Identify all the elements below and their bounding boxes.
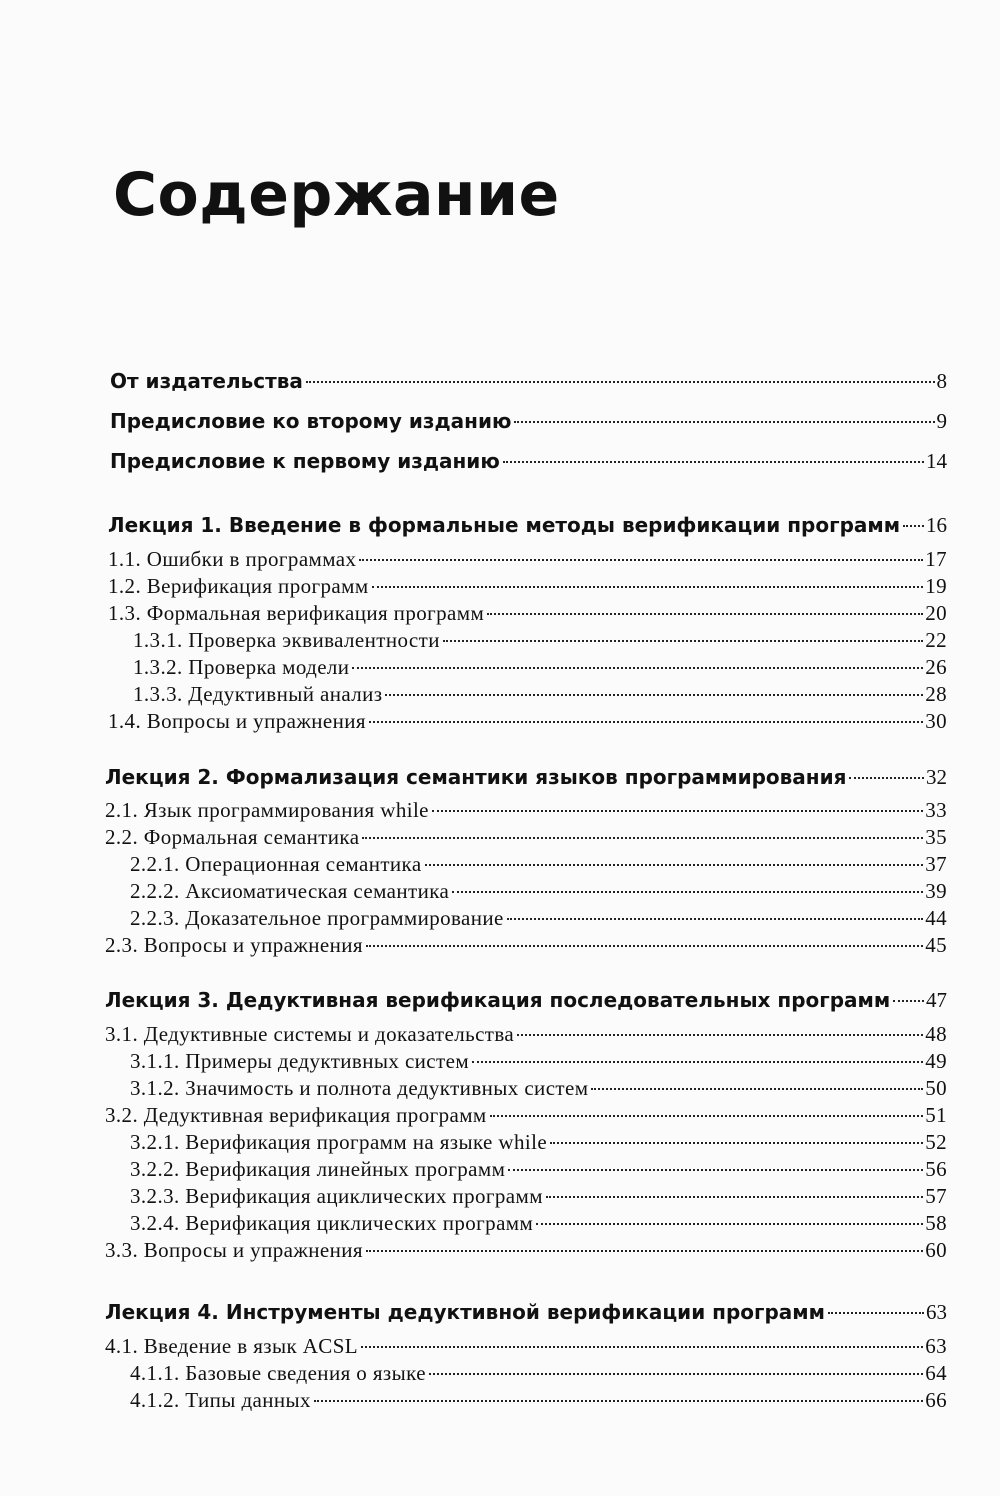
toc-entry-title: 1.3.2. Проверка модели: [133, 655, 350, 679]
toc-entry-page: 66: [925, 1388, 947, 1412]
toc-section-3-3[interactable]: [105, 1238, 947, 1263]
toc-entry-title: Предисловие ко второму изданию: [110, 409, 512, 433]
toc-lecture-1[interactable]: [108, 513, 947, 538]
toc-entry-title: 2.2.2. Аксиоматическая семантика: [130, 879, 450, 903]
toc-lecture-4[interactable]: [105, 1300, 947, 1325]
toc-entry-page: 44: [925, 906, 947, 930]
toc-entry-page: 16: [926, 513, 947, 537]
toc-entry-title: 1.3.3. Дедуктивный анализ: [133, 682, 383, 706]
leader-dots: [893, 1000, 924, 1002]
toc-entry-page: 37: [925, 852, 947, 876]
toc-entry-page: 33: [925, 798, 947, 822]
toc-entry-page: 56: [925, 1157, 947, 1181]
toc-entry-title: 1.4. Вопросы и упражнения: [108, 709, 366, 733]
toc-subsection-3-1-2[interactable]: [130, 1076, 947, 1101]
toc-entry-title: Лекция 3. Дедуктивная верификация последовательных программ: [105, 988, 891, 1012]
toc-entry-title: 3.2.3. Верификация ациклических программ: [130, 1184, 543, 1208]
toc-subsection-3-2-4[interactable]: [130, 1211, 947, 1236]
leader-dots: [452, 891, 923, 893]
toc-entry-title: 1.3.1. Проверка эквивалентности: [133, 628, 440, 652]
leader-dots: [487, 613, 923, 615]
toc-entry-title: 3.2.4. Верификация циклических программ: [130, 1211, 534, 1235]
toc-entry-title: 2.1. Язык программирования while: [105, 798, 429, 822]
toc-section-2-1[interactable]: [105, 798, 947, 823]
leader-dots: [366, 945, 923, 947]
toc-entry-title: 4.1.2. Типы данных: [130, 1388, 311, 1412]
toc-lecture-3[interactable]: [105, 988, 947, 1013]
toc-entry-preface-1[interactable]: [110, 449, 947, 474]
toc-entry-page: 32: [926, 765, 947, 789]
toc-entry-page: 35: [925, 825, 947, 849]
toc-section-1-2[interactable]: [108, 574, 947, 599]
toc-entry-title: Предисловие к первому изданию: [110, 449, 500, 473]
toc-subsection-2-2-2[interactable]: [130, 879, 947, 904]
toc-entry-page: 26: [925, 655, 947, 679]
toc-entry-page: 63: [925, 1334, 947, 1358]
leader-dots: [472, 1061, 923, 1063]
leader-dots: [490, 1115, 924, 1117]
toc-section-2-3[interactable]: [105, 933, 947, 958]
toc-section-1-4[interactable]: [108, 709, 947, 734]
toc-entry-page: 57: [925, 1184, 947, 1208]
toc-entry-page: 20: [925, 601, 947, 625]
leader-dots: [366, 1250, 923, 1252]
toc-entry-title: 3.2. Дедуктивная верификация программ: [105, 1103, 487, 1127]
toc-subsection-3-2-3[interactable]: [130, 1184, 947, 1209]
leader-dots: [849, 777, 924, 779]
toc-entry-page: 50: [925, 1076, 947, 1100]
toc-entry-title: 2.3. Вопросы и упражнения: [105, 933, 363, 957]
leader-dots: [314, 1400, 923, 1402]
leader-dots: [306, 381, 935, 383]
leader-dots: [361, 1346, 923, 1348]
toc-entry-title: 3.1. Дедуктивные системы и доказательства: [105, 1022, 515, 1046]
toc-entry-title: 3.2.2. Верификация линейных программ: [130, 1157, 506, 1181]
toc-entry-title: 3.2.1. Верификация программ на языке while: [130, 1130, 548, 1154]
toc-subsection-3-2-1[interactable]: [130, 1130, 947, 1155]
toc-subsection-2-2-3[interactable]: [130, 906, 947, 931]
toc-section-2-2[interactable]: [105, 825, 947, 850]
toc-entry-title: От издательства: [110, 369, 303, 393]
toc-entry-title: Лекция 4. Инструменты дедуктивной верификации программ: [105, 1300, 825, 1324]
toc-section-3-2[interactable]: [105, 1103, 947, 1128]
leader-dots: [385, 694, 923, 696]
leader-dots: [503, 461, 924, 463]
page-title: Содержание: [113, 160, 560, 230]
toc-entry-title: 3.1.1. Примеры дедуктивных систем: [130, 1049, 470, 1073]
toc-entry-title: 2.2. Формальная семантика: [105, 825, 360, 849]
toc-entry-page: 19: [925, 574, 947, 598]
toc-entry-title: 4.1. Введение в язык ACSL: [105, 1334, 359, 1358]
toc-entry-title: Лекция 2. Формализация семантики языков программирования: [105, 765, 847, 789]
leader-dots: [369, 721, 923, 723]
leader-dots: [517, 1034, 923, 1036]
toc-subsection-1-3-2[interactable]: [133, 655, 947, 680]
toc-entry-title: 3.3. Вопросы и упражнения: [105, 1238, 363, 1262]
leader-dots: [546, 1196, 923, 1198]
leader-dots: [425, 864, 924, 866]
toc-entry-page: 58: [925, 1211, 947, 1235]
toc-entry-page: 17: [925, 547, 947, 571]
leader-dots: [443, 640, 923, 642]
toc-entry-page: 63: [926, 1300, 947, 1324]
toc-entry-title: 3.1.2. Значимость и полнота дедуктивных систем: [130, 1076, 589, 1100]
toc-entry-publisher[interactable]: [110, 369, 947, 394]
toc-entry-page: 30: [925, 709, 947, 733]
leader-dots: [432, 810, 923, 812]
leader-dots: [514, 421, 934, 423]
leader-dots: [359, 559, 923, 561]
toc-subsection-3-2-2[interactable]: [130, 1157, 947, 1182]
toc-subsection-2-2-1[interactable]: [130, 852, 947, 877]
toc-entry-page: 8: [936, 369, 947, 393]
toc-entry-page: 52: [925, 1130, 947, 1154]
leader-dots: [508, 1169, 923, 1171]
toc-entry-page: 51: [925, 1103, 947, 1127]
toc-entry-title: 1.3. Формальная верификация программ: [108, 601, 485, 625]
leader-dots: [536, 1223, 923, 1225]
leader-dots: [828, 1312, 924, 1314]
toc-entry-title: 2.2.3. Доказательное программирование: [130, 906, 504, 930]
leader-dots: [591, 1088, 923, 1090]
toc-entry-title: 1.1. Ошибки в программах: [108, 547, 357, 571]
toc-section-1-1[interactable]: [108, 547, 947, 572]
toc-entry-title: 2.2.1. Операционная семантика: [130, 852, 422, 876]
toc-section-4-1[interactable]: [105, 1334, 947, 1359]
toc-lecture-2[interactable]: [105, 765, 947, 790]
toc-entry-page: 14: [926, 449, 947, 473]
toc-subsection-1-3-1[interactable]: [133, 628, 947, 653]
leader-dots: [550, 1142, 923, 1144]
toc-entry-page: 48: [925, 1022, 947, 1046]
toc-subsection-4-1-1[interactable]: [130, 1361, 947, 1386]
leader-dots: [362, 837, 923, 839]
toc-entry-page: 47: [926, 988, 947, 1012]
toc-entry-page: 28: [925, 682, 947, 706]
toc-subsection-4-1-2[interactable]: [130, 1388, 947, 1413]
toc-section-1-3[interactable]: [108, 601, 947, 626]
toc-entry-title: Лекция 1. Введение в формальные методы верификации программ: [108, 513, 901, 537]
leader-dots: [352, 667, 923, 669]
toc-entry-page: 64: [925, 1361, 947, 1385]
toc-entry-title: 1.2. Верификация программ: [108, 574, 369, 598]
toc-entry-page: 39: [925, 879, 947, 903]
toc-entry-page: 60: [925, 1238, 947, 1262]
toc-section-3-1[interactable]: [105, 1022, 947, 1047]
toc-subsection-1-3-3[interactable]: [133, 682, 947, 707]
leader-dots: [903, 525, 924, 527]
toc-entry-preface-2[interactable]: [110, 409, 947, 434]
leader-dots: [429, 1373, 923, 1375]
toc-entry-page: 45: [925, 933, 947, 957]
toc-entry-page: 9: [936, 409, 947, 433]
toc-entry-page: 49: [925, 1049, 947, 1073]
toc-subsection-3-1-1[interactable]: [130, 1049, 947, 1074]
toc-entry-title: 4.1.1. Базовые сведения о языке: [130, 1361, 426, 1385]
leader-dots: [372, 586, 924, 588]
leader-dots: [507, 918, 923, 920]
toc-entry-page: 22: [925, 628, 947, 652]
